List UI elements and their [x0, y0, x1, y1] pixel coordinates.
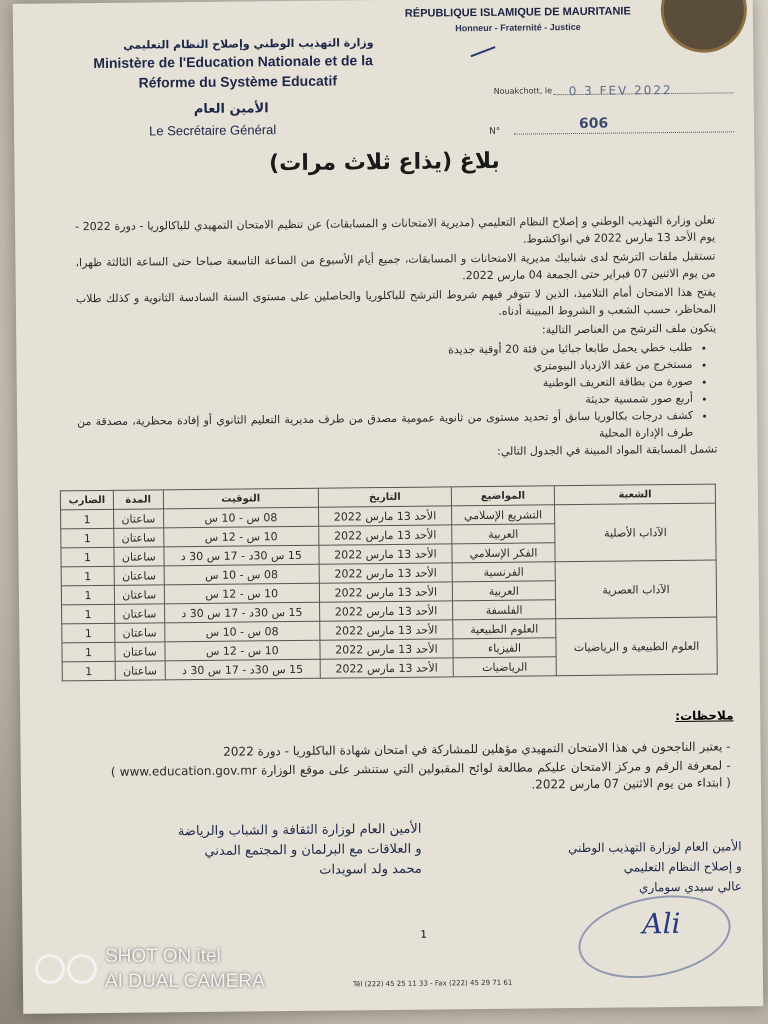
handwritten-mark	[467, 37, 496, 57]
table-cell: 10 س - 12 س	[164, 583, 320, 604]
table-cell: الأحد 13 مارس 2022	[320, 658, 453, 678]
paragraph: تستقبل ملفات الترشح لدى شبابيك مديرية الامتحانات و المسابقات، جميع أيام الأسبوع من الساعة التاسعة صباحا حتى الساعة الثالثة ظهرا، من يوم الاثنين 07 فبراير حتى الجمعة 04 مارس 2022.	[75, 249, 716, 283]
table-cell: 08 س - 10 س	[164, 621, 320, 642]
table-cell: ساعتان	[113, 509, 163, 529]
table-cell: الأحد 13 مارس 2022	[319, 582, 452, 602]
announcement-body	[75, 212, 718, 467]
note-item	[111, 757, 731, 797]
table-cell: 15 س 30د - 17 س 30 د	[165, 659, 321, 680]
col-header-coefficient: الضارب	[60, 490, 113, 510]
watermark-line1: SHOT ON itel	[105, 946, 221, 967]
table-cell: 1	[62, 623, 115, 643]
list-item: • مستخرج من عقد الازدياد البيومتري	[76, 356, 692, 379]
table-cell: ساعتان	[114, 528, 164, 548]
watermark-line2: AI DUAL CAMERA	[105, 971, 265, 992]
paragraph: تعلن وزارة التهذيب الوطني و إصلاح النظام التعليمي (مديرية الامتحانات و المسابقات) عن تنظيم الامتحان التمهيدي للباكالوريا - دورة 2022 - يوم الأحد 13 مارس 2022 في انواكشوط.	[75, 213, 716, 246]
table-cell: 1	[62, 642, 115, 662]
col-header-date: التاريخ	[318, 487, 451, 507]
table-cell: الرياضيات	[453, 657, 557, 677]
signature-block-culture	[141, 820, 422, 883]
announcement-title: بلاغ (يذاع ثلاث مرات)	[268, 148, 500, 177]
signatory-title: و العلاقات مع البرلمان و المجتمع المدني	[204, 841, 422, 859]
table-cell: ساعتان	[114, 566, 164, 586]
table-cell: 08 س - 10 س	[164, 564, 320, 585]
table-intro: تشمل المسابقة المواد المبينة في الجدول التالي:	[497, 442, 718, 458]
table-cell: 15 س 30د - 17 س 30 د	[163, 545, 319, 566]
table-cell: الأحد 13 مارس 2022	[320, 639, 453, 659]
col-header-duration: المدة	[113, 490, 163, 510]
place-date-label: Nouakchott, le	[493, 86, 553, 96]
ministry-name-french-line1: Ministère de l'Education Nationale et de la	[93, 52, 373, 72]
republic-header: RÉPUBLIQUE ISLAMIQUE DE MAURITANIE	[404, 5, 631, 20]
paragraph: يتكون ملف الترشح من العناصر التالية:	[541, 321, 717, 337]
table-cell: الفلسفة	[452, 600, 556, 620]
note-text: - لمعرفة الرقم و مركز الامتحان عليكم مطالعة لوائح المقبولين التي ستنشر على موقع الوزارة	[261, 758, 731, 778]
number-label: N°	[489, 126, 501, 137]
table-cell: الأحد 13 مارس 2022	[319, 563, 452, 583]
table-cell: ساعتان	[115, 623, 165, 643]
requirements-list	[76, 339, 717, 448]
table-cell: 1	[61, 528, 114, 548]
table-cell: 1	[61, 547, 114, 567]
signature-block-education	[541, 836, 742, 898]
handwritten-signature-icon: Ali	[642, 906, 681, 941]
ministry-name-arabic: وزارة التهذيب الوطني وإصلاح النظام التعليمي	[123, 36, 374, 52]
table-cell: ساعتان	[114, 547, 164, 567]
table-cell: الأحد 13 مارس 2022	[319, 525, 452, 545]
table-cell: الأحد 13 مارس 2022	[320, 620, 453, 640]
table-cell: التشريع الإسلامي	[451, 505, 555, 525]
col-header-subject: المواضيع	[451, 486, 555, 506]
date-stamp: 0 3 FEV 2022	[568, 82, 673, 99]
table-cell: ساعتان	[115, 642, 165, 662]
page-number: 1	[420, 929, 427, 941]
table-cell: الأحد 13 مارس 2022	[320, 601, 453, 621]
table-cell: الأحد 13 مارس 2022	[319, 506, 452, 526]
table-cell: العلوم الطبيعية	[453, 619, 557, 639]
table-cell: الفكر الإسلامي	[452, 543, 556, 563]
number-line	[514, 131, 734, 134]
table-cell: ساعتان	[114, 604, 164, 624]
branch-cell: الآداب العصرية	[555, 560, 716, 619]
ministry-website-link[interactable]: ( www.education.gov.mr )	[110, 763, 731, 790]
table-cell: ساعتان	[114, 585, 164, 605]
signatory-title: الأمين العام لوزارة التهذيب الوطني	[568, 839, 742, 856]
col-header-time: التوقيت	[163, 488, 319, 509]
national-seal-icon	[660, 0, 747, 53]
number-stamp: 606	[578, 115, 609, 132]
exam-schedule-table	[60, 484, 718, 682]
secretary-general-arabic: الأمين العام	[193, 101, 269, 118]
table-cell: 15 س 30د - 17 س 30 د	[164, 602, 320, 623]
table-cell: 10 س - 12 س	[163, 526, 319, 547]
signatory-name: عالي سيدي سوماري	[638, 879, 743, 895]
note-item: - يعتبر الناجحون في هذا الامتحان التمهيدي مؤهلين للمشاركة في امتحان شهادة الباكلوريا - دورة 2022	[223, 739, 731, 759]
table-cell: الأحد 13 مارس 2022	[319, 544, 452, 564]
table-cell: الفرنسية	[452, 562, 556, 582]
table-cell: 10 س - 12 س	[164, 640, 320, 661]
list-item: • كشف درجات بكالوريا سابق أو تحديد مستوى من ثانوية عمومية مصدق من طرف مديرية التعليم الثانوي أو إفادة محظرية، مصدقة من طرف الإدارة المحلية	[77, 407, 693, 447]
signatory-name: محمد ولد اسويدات	[319, 861, 422, 878]
table-cell: 1	[61, 509, 114, 529]
table-cell: العربية	[452, 524, 556, 544]
col-header-branch: الشعبة	[554, 484, 715, 505]
table-cell: 1	[61, 566, 114, 586]
table-cell: 08 س - 10 س	[163, 507, 319, 528]
table-cell: العربية	[452, 581, 556, 601]
document-page	[13, 0, 764, 1014]
notes-section	[110, 738, 731, 799]
notes-heading: ملاحظات:	[675, 708, 734, 724]
list-item: • طلب خطي يحمل طابعا جبائيا من فئة 20 أوقية جديدة	[76, 339, 692, 362]
table-cell: 1	[61, 585, 114, 605]
ministry-name-french-line2: Réforme du Système Educatif	[138, 72, 338, 91]
national-motto: Honneur - Fraternité - Justice	[455, 21, 581, 34]
paragraph: يفتح هذا الامتحان أمام التلاميذ، الذين لا تتوفر فيهم شروط الترشح للباكلوريا والحاصلين على مستوى السنة السادسة الثانوية و كذلك طلاب المحاظر، حسب الشعب و الشروط المبينة أدناه.	[75, 285, 717, 318]
signatory-title: و إصلاح النظام التعليمي	[623, 859, 742, 875]
table-cell: الفيزياء	[453, 638, 557, 658]
camera-lens-icon	[35, 954, 65, 984]
branch-cell: العلوم الطبيعية و الرياضيات	[556, 617, 717, 676]
signatory-title: الأمين العام لوزارة الثقافة و الشباب والرياضة	[177, 821, 422, 840]
table-cell: 1	[62, 604, 115, 624]
secretary-general-french: Le Secrétaire Général	[148, 122, 277, 139]
contact-footer: Tél (222) 45 25 11 33 - Fax (222) 45 29 71 61	[352, 978, 513, 989]
note-text: ابتداء من يوم الاثنين 07 مارس 2022.	[531, 775, 723, 792]
list-item: • أربع صور شمسية حديثة	[77, 390, 693, 413]
branch-cell: الآداب الأصلية	[555, 503, 716, 562]
list-item: • صورة من بطاقة التعريف الوطنية	[77, 373, 693, 396]
table-cell: 1	[62, 661, 115, 681]
table-cell: ساعتان	[115, 661, 165, 681]
